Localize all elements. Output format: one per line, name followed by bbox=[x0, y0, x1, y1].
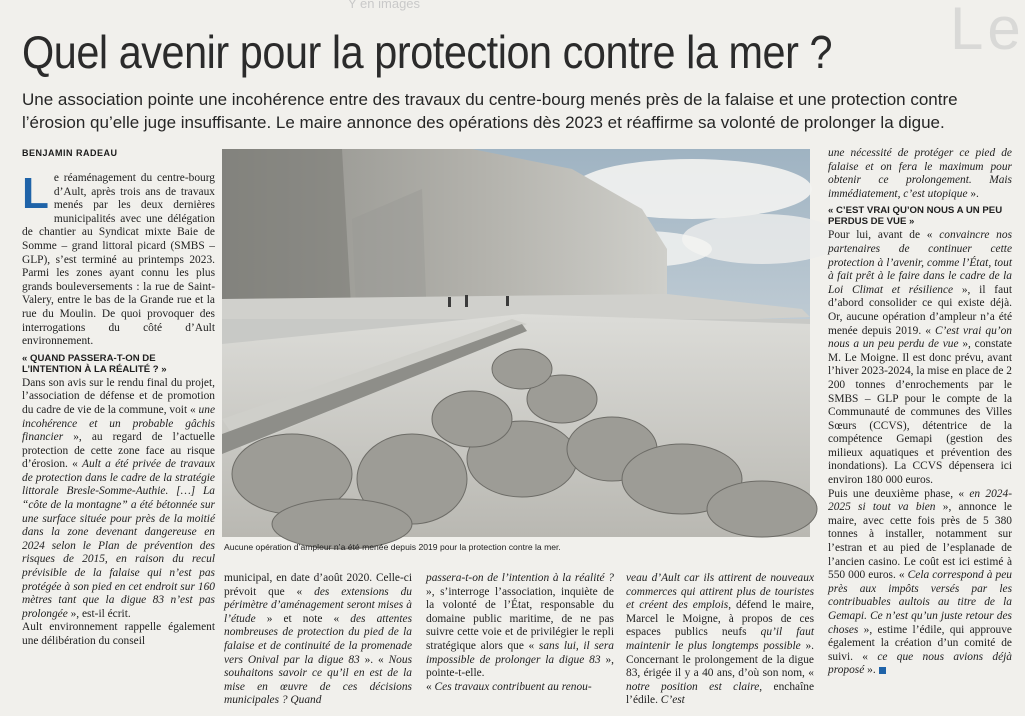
c5p3a: Puis une deuxième phase, « bbox=[828, 487, 970, 500]
col3-paragraph-2 bbox=[426, 681, 614, 695]
column-4 bbox=[626, 572, 814, 708]
c5p3e: », estime l’édile, qui approuve également la création d’un comité de suivi. « bbox=[828, 623, 1012, 663]
c4t3: qu’il faut maintenir le plus longtemps possible bbox=[626, 626, 814, 652]
byline: BENJAMIN RADEAU bbox=[22, 148, 118, 158]
col3-paragraph bbox=[426, 572, 614, 681]
c5t1: une nécessité de protéger ce pied de falaise et on fera le maximum pour obtenir ce prolongement. Mais immédiatement, c’est utopique bbox=[828, 147, 1012, 200]
c5p2a: Pour lui, avant de « bbox=[828, 229, 940, 242]
masthead-text: Y en images bbox=[348, 0, 421, 11]
c3t3: sans lui, il sera impossible de prolonger la digue 83 bbox=[426, 639, 614, 666]
end-mark-icon bbox=[879, 667, 886, 674]
c2t5: ». « bbox=[359, 653, 389, 666]
c3t6: Ces travaux contribuent au renou- bbox=[434, 680, 592, 693]
p2d: Ault a été privée de travaux de protection dans le cadre de la stratégie littorale Bresle-Somme-Authie. […] La “côte de la montagne” a été bétonnée sur une surface située pour près de la moitié dans la zone devenant dangereuse en 2024 selon le Plan de prévention des risques de 2015, en raison du recul prévisible de la falaise qui n’est pas protégée à son pied en cet endroit sur 160 mètres tant que la digue 83 n’est pas prolongée bbox=[22, 458, 215, 620]
c4t7: C’est bbox=[660, 694, 685, 707]
lede: Une association pointe une incohérence entre des travaux du centre-bourg menés près de la falaise et une protection contre l’érosion qu’elle juge insuffisante. Le maire annonce des opérations dès 2023 et réaffirme sa volonté de prolonger la digue. bbox=[22, 90, 958, 132]
p2e: », est-il écrit. bbox=[67, 607, 131, 620]
col5-paragraph-3 bbox=[828, 488, 1012, 678]
c3t2: », s’interroge l’association, inquiète de la volonté de l’État, responsable du domaine public maritime, de ne pas suivre cette voie et de privilégier le repli stratégique alors que « bbox=[426, 585, 614, 652]
c2t4: des attentes nombreuses de protection du pied de la falaise et de continuité de la promenade vers Onival par la digue 83 bbox=[224, 612, 412, 666]
col4-paragraph bbox=[626, 572, 814, 708]
subhead-1: « QUAND PASSERA-T-ON DE L’INTENTION À LA RÉALITÉ ? » bbox=[22, 352, 167, 375]
intro-text: e réaménagement du centre-bourg d’Ault, après trois ans de travaux menés par les deux dernières municipalités avec une délégation de chantier au Syndicat mixte Baie de Somme – grand littoral picard (SMBS – GLP), s’est terminé au printemps 2023. Parmi les zones ayant connu les plus grands bouleversements : la rue de Saint-Valery, entre le bas de la Grande rue et la rue du Moulin. De quoi provoquer des interrogations du côté d’Ault environnement. bbox=[22, 172, 215, 348]
c5p3d: Cela correspond à peu près aux impôts versés par les contribuables aultois au titre de la Gemapi. Ce n’est qu’un juste retour des choses bbox=[828, 569, 1012, 636]
c4t1: veau d’Ault car ils attirent de nouveaux commerces qui attirent plus de touristes et créent des emplois bbox=[626, 572, 814, 612]
subhead-2: « C’EST VRAI QU’ON NOUS A UN PEU PERDUS DE VUE » bbox=[828, 205, 1003, 228]
dropcap: L bbox=[22, 169, 49, 218]
c5p3f: ce que nous avions déjà proposé bbox=[828, 650, 1012, 677]
c2t6: Nous souhaitons savoir ce qu’il en est de la mise en œuvre de ces décisions municipales ? Quand bbox=[224, 653, 412, 707]
c3t5: « bbox=[426, 680, 435, 693]
c5p2e: », constate M. Le Moigne. Il est donc prévu, avant l’hiver 2023-2024, la mise en place de 2 200 tonnes d’enrochements par le SMBS – GLP pour le compte de la Communauté de communes des Villes Sœurs (CCVS), détentrice de la compétence Gemapi (gestion des milieux aquatiques et prévention des inondations). La CCVS dépensera ici environ 180 000 euros. bbox=[828, 338, 1012, 487]
c5p3g: ». bbox=[864, 664, 876, 677]
c3t4: », pointe-t-elle. bbox=[426, 653, 614, 680]
c2t3: » et note « bbox=[255, 612, 351, 625]
col5-paragraph-1 bbox=[828, 147, 1012, 201]
column-2 bbox=[224, 572, 412, 708]
masthead-fragment bbox=[330, 0, 1025, 62]
c4t4: ». Concernant le prolongement de la digue 83, érigée il y a 40 ans, d’où son nom, « bbox=[626, 639, 815, 680]
c4t2: , défend le maire, Marcel le Moigne, à propos de ces espaces publics neufs bbox=[626, 599, 814, 639]
c5p2c: », il faut d’abord consolider ce qui existe déjà. Or, aucune opération d’ampleur n’a été menée depuis 2019. « bbox=[828, 283, 1012, 337]
c5t2: ». bbox=[967, 187, 979, 200]
c2t1: municipal, en date d’août 2020. Celle-ci prévoit que « bbox=[224, 572, 412, 598]
p2b: une incohérence et un probable gâchis financier bbox=[22, 403, 215, 444]
column-5 bbox=[828, 147, 1012, 678]
paragraph-intro bbox=[22, 169, 215, 349]
col5-paragraph-2 bbox=[828, 229, 1012, 487]
photo-caption: Aucune opération d’ampleur n’a été menée depuis 2019 pour la protection contre la mer. bbox=[224, 542, 561, 552]
col2-paragraph bbox=[224, 572, 412, 708]
c3t1: passera-t-on de l’intention à la réalité ? bbox=[426, 572, 614, 584]
cliff-photo bbox=[222, 149, 810, 537]
cliff-photo-illustration bbox=[222, 149, 810, 537]
c5p2d: C’est vrai qu’on nous a un peu perdu de vue bbox=[828, 324, 1012, 351]
c5p2b: convaincre nos partenaires de continuer cette protection à l’avenir, comme l’État, tout à fait prêt à le faire dans le cadre de la Loi Climat et résilience bbox=[828, 229, 1012, 296]
column-1 bbox=[22, 169, 215, 649]
paragraph-3: Ault environnement rappelle également une délibération du conseil bbox=[22, 621, 215, 647]
paragraph-2 bbox=[22, 377, 215, 622]
column-3 bbox=[426, 572, 614, 694]
c4t6: , enchaîne l’édile. bbox=[626, 680, 815, 707]
c5p3b: en 2024-2025 si tout va bien bbox=[828, 487, 1012, 514]
p2c: », au regard de l’actuelle protection de cette zone face au risque d’érosion. « bbox=[22, 431, 215, 471]
c4t5: notre position est claire bbox=[626, 680, 760, 693]
p2a: Dans son avis sur le rendu final du projet, l’association de défense et de promotion du cadre de vie de la commune, voit « bbox=[22, 376, 215, 416]
c5p3c: », annonce le maire, avec cette fois près de 5 380 tonnes à installer, notamment sur l’estran et au pied de l’esplanade de l’ancien casino. Le coût est ici estimé à 550 000 euros. « bbox=[828, 501, 1012, 582]
c2t2: des extensions du périmètre d’aménagement seront mises à l’étude bbox=[224, 585, 413, 625]
ghost-letters: Le bbox=[950, 0, 1025, 62]
headline: Quel avenir pour la protection contre la mer ? bbox=[22, 26, 833, 78]
